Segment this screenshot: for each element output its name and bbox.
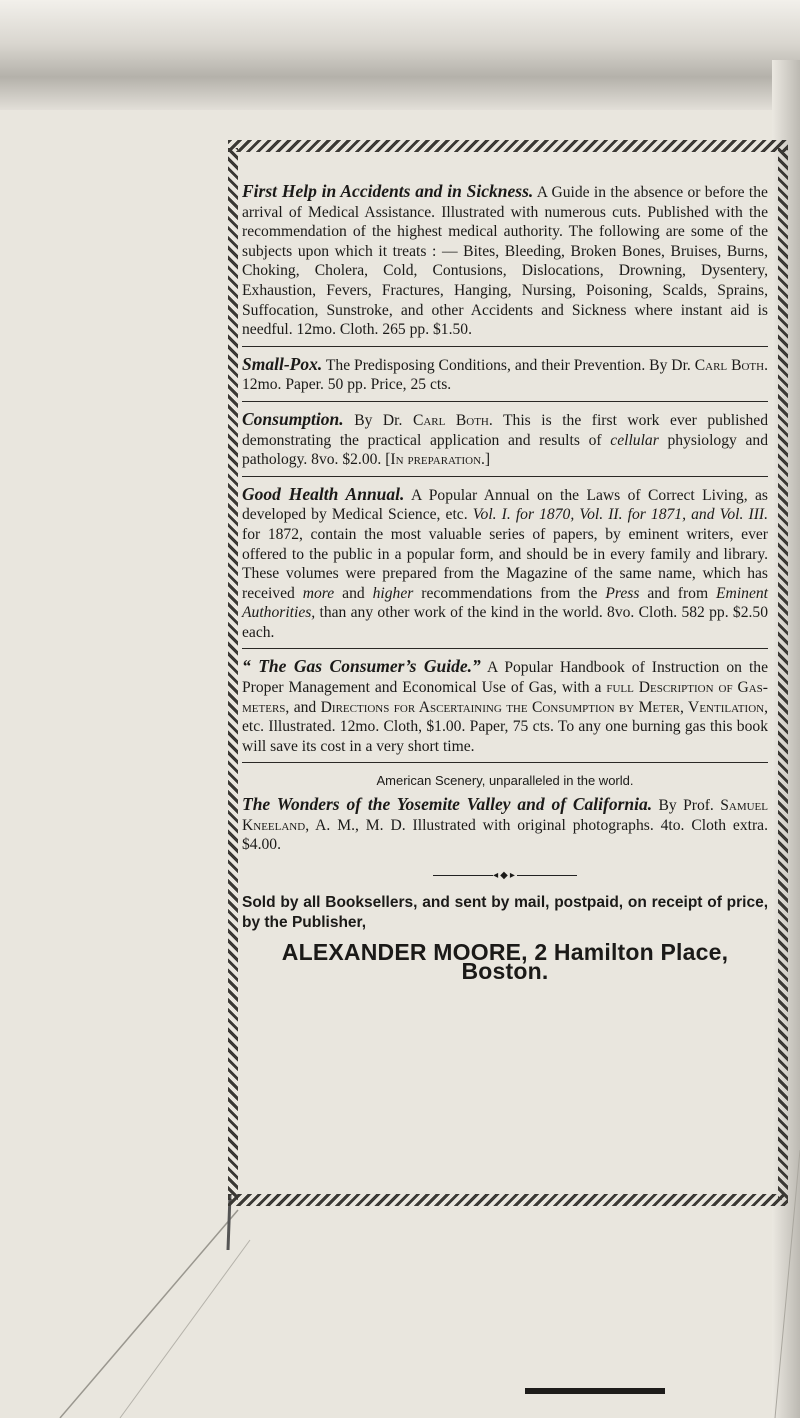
publisher-imprint: ALEXANDER MOORE, 2 Hamilton Place, Boston. xyxy=(281,938,729,985)
listing-emphasis: higher xyxy=(372,584,414,602)
listing-body: for 1872, contain the most valuable series of papers, by eminent writers, ever offered to the public in a popular form, and should be in every family and library. These volumes were prepared from the Magazine of the same name, which has received xyxy=(242,525,768,602)
listing-small-caps: Directions for Ascertaining the Consumption by Meter, Ventilation, xyxy=(320,698,768,716)
listing-first-help xyxy=(242,182,768,347)
sold-notice: Sold by all Booksellers, and sent by mail, postpaid, on receipt of price, by the Publisher, xyxy=(242,893,768,931)
listing-body: A Guide in the absence or before the arrival of Medical Assistance. Illustrated with numerous cuts. Published with the recommendation of the highest medical authority. The following are some of the subjects upon which it treats : — Bites, Bleeding, Broken Bones, Bruises, Burns, Choking, Cholera, Cold, Contusions, Dislocations, Drowning, Dysentery, Exhaustion, Fevers, Fractures, Hanging, Nursing, Poisoning, Scalds, Sprains, Suffocation, Sunstroke, and other Accidents and Sickness where instant aid is needful. 12mo. Cloth. 265 pp. $1.50. xyxy=(242,184,768,339)
listing-body: A Popular Annual on the Laws of Correct Living, as developed by Medical Science, etc. xyxy=(242,486,768,524)
author-name: Samuel Kneeland, xyxy=(242,797,768,834)
listing-body: The Predisposing Conditions, and their Prevention. By Dr. xyxy=(325,356,691,374)
listing-body: etc. Illustrated. 12mo. Cloth, $1.00. Paper, 75 cts. To any one burning gas this book will save its cost in a very short time. xyxy=(242,718,768,755)
listing-body: A Popular Handbook of Instruction on the Proper Management and Economical Use of Gas, with a xyxy=(242,659,768,697)
listing-body: and from xyxy=(647,584,709,602)
listing-title: Consumption. xyxy=(242,408,344,429)
decorative-border-bottom xyxy=(228,1194,788,1206)
author-name: Carl Both. xyxy=(412,411,493,429)
decorative-border-right xyxy=(778,148,788,1200)
listing-emphasis: Eminent Authorities, xyxy=(242,584,768,622)
advertisement-page xyxy=(228,140,788,1340)
listing-note: [In preparation.] xyxy=(385,451,491,469)
listing-body: recommendations from the xyxy=(421,584,598,602)
listing-body: By Prof. xyxy=(658,797,714,815)
listing-title: “ The Gas Consumer’s Guide.” xyxy=(242,656,481,677)
listing-emphasis: Press xyxy=(605,584,640,602)
listing-banner: American Scenery, unparalleled in the world. xyxy=(376,773,634,789)
author-name: Carl Both. xyxy=(694,356,768,374)
listing-body: This is the first work ever published demonstrating the practical application and results of xyxy=(242,411,768,449)
listing-small-pox xyxy=(242,355,768,402)
listing-volumes: Vol. I. for 1870, Vol. II. for 1871, and Vol. III. xyxy=(472,506,768,524)
listing-body: physiology and pathology. 8vo. $2.00. xyxy=(242,431,769,469)
ornamental-divider: ◂◆▸ xyxy=(242,869,768,883)
listing-body: and xyxy=(342,584,365,602)
listing-title: The Wonders of the Yosemite Valley and of California. xyxy=(242,794,653,815)
listing-title: Good Health Annual. xyxy=(242,483,405,504)
listing-title: First Help in Accidents and in Sickness. xyxy=(242,181,534,201)
listing-body: By Dr. xyxy=(354,411,403,429)
listing-small-caps: full Description of Gas-meters, xyxy=(242,679,768,716)
decorative-border-top xyxy=(228,140,788,152)
listings xyxy=(242,181,769,985)
listing-yosemite xyxy=(242,771,768,860)
listing-title: Small-Pox. xyxy=(242,353,323,374)
listing-body: and xyxy=(293,698,317,716)
listing-body: than any other work of the kind in the world. 8vo. Cloth. 582 pp. $2.50 each. xyxy=(242,604,768,641)
listing-consumption xyxy=(242,410,768,477)
listing-gas-consumers-guide xyxy=(242,657,768,763)
listing-good-health-annual xyxy=(242,485,768,650)
listing-body: A. M., M. D. Illustrated with original photographs. 4to. Cloth extra. $4.00. xyxy=(242,816,768,854)
listing-body: 12mo. Paper. 50 pp. Price, 25 cts. xyxy=(242,376,452,394)
listing-emphasis: more xyxy=(302,584,335,602)
decorative-border-left xyxy=(228,148,238,1200)
listing-emphasis: cellular xyxy=(610,431,659,449)
